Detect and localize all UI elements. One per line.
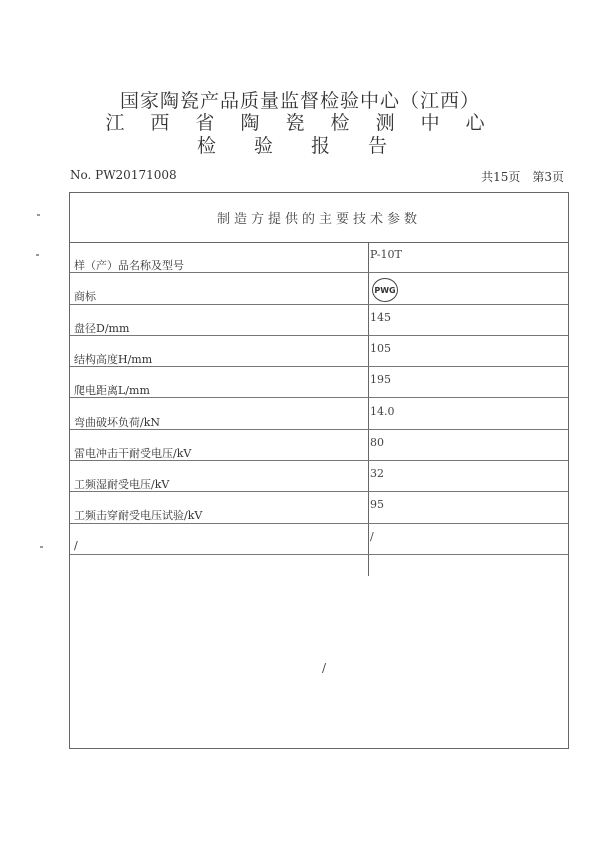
param-label: 雷电冲击干耐受电压/kV (74, 446, 192, 460)
table-row (70, 461, 568, 492)
page-info: 共15页 第3页 (481, 170, 564, 184)
param-value: 195 (370, 373, 391, 387)
center-name: 国家陶瓷产品质量监督检验中心（江西） (119, 90, 480, 112)
param-value: 105 (370, 341, 391, 355)
param-label: 爬电距离L/mm (74, 384, 150, 398)
param-label: 结构高度H/mm (74, 352, 153, 366)
report-title: 检 验 报 告 (196, 135, 404, 157)
blank-area-slash: / (322, 661, 327, 675)
param-label: 弯曲破坏负荷/kN (74, 415, 160, 429)
param-value: 14.0 (370, 404, 395, 418)
parameter-table (69, 192, 569, 749)
center-name-local: 江 西 省 陶 瓷 检 测 中 心 (105, 112, 495, 134)
table-row (70, 242, 568, 273)
table-row (70, 492, 568, 523)
table-row (70, 399, 568, 430)
param-value: / (370, 529, 374, 543)
param-value: 145 (370, 310, 391, 324)
table-row (70, 524, 568, 555)
param-value: 80 (370, 435, 384, 449)
table-row (70, 273, 568, 304)
table-row (70, 430, 568, 461)
scan-speck (37, 214, 40, 216)
param-value: P-10T (370, 248, 402, 261)
param-label: 盘径D/mm (74, 321, 130, 335)
param-value: 32 (370, 467, 384, 481)
trademark-logo: PWG (372, 278, 398, 302)
param-label: / (74, 538, 78, 552)
param-label: 工频湿耐受电压/kV (74, 478, 170, 492)
scan-speck (40, 546, 43, 548)
report-number: No. PW20171008 (70, 168, 177, 182)
param-value: 95 (370, 498, 384, 512)
table-title: 制造方提供的主要技术参数 (70, 193, 568, 243)
table-row (70, 367, 568, 398)
scan-speck (36, 254, 39, 256)
table-row (70, 336, 568, 367)
param-label: 商标 (74, 290, 96, 304)
param-label: 工频击穿耐受电压试验/kV (74, 509, 203, 523)
table-row (70, 305, 568, 336)
param-label: 样（产）品名称及型号 (74, 259, 184, 272)
